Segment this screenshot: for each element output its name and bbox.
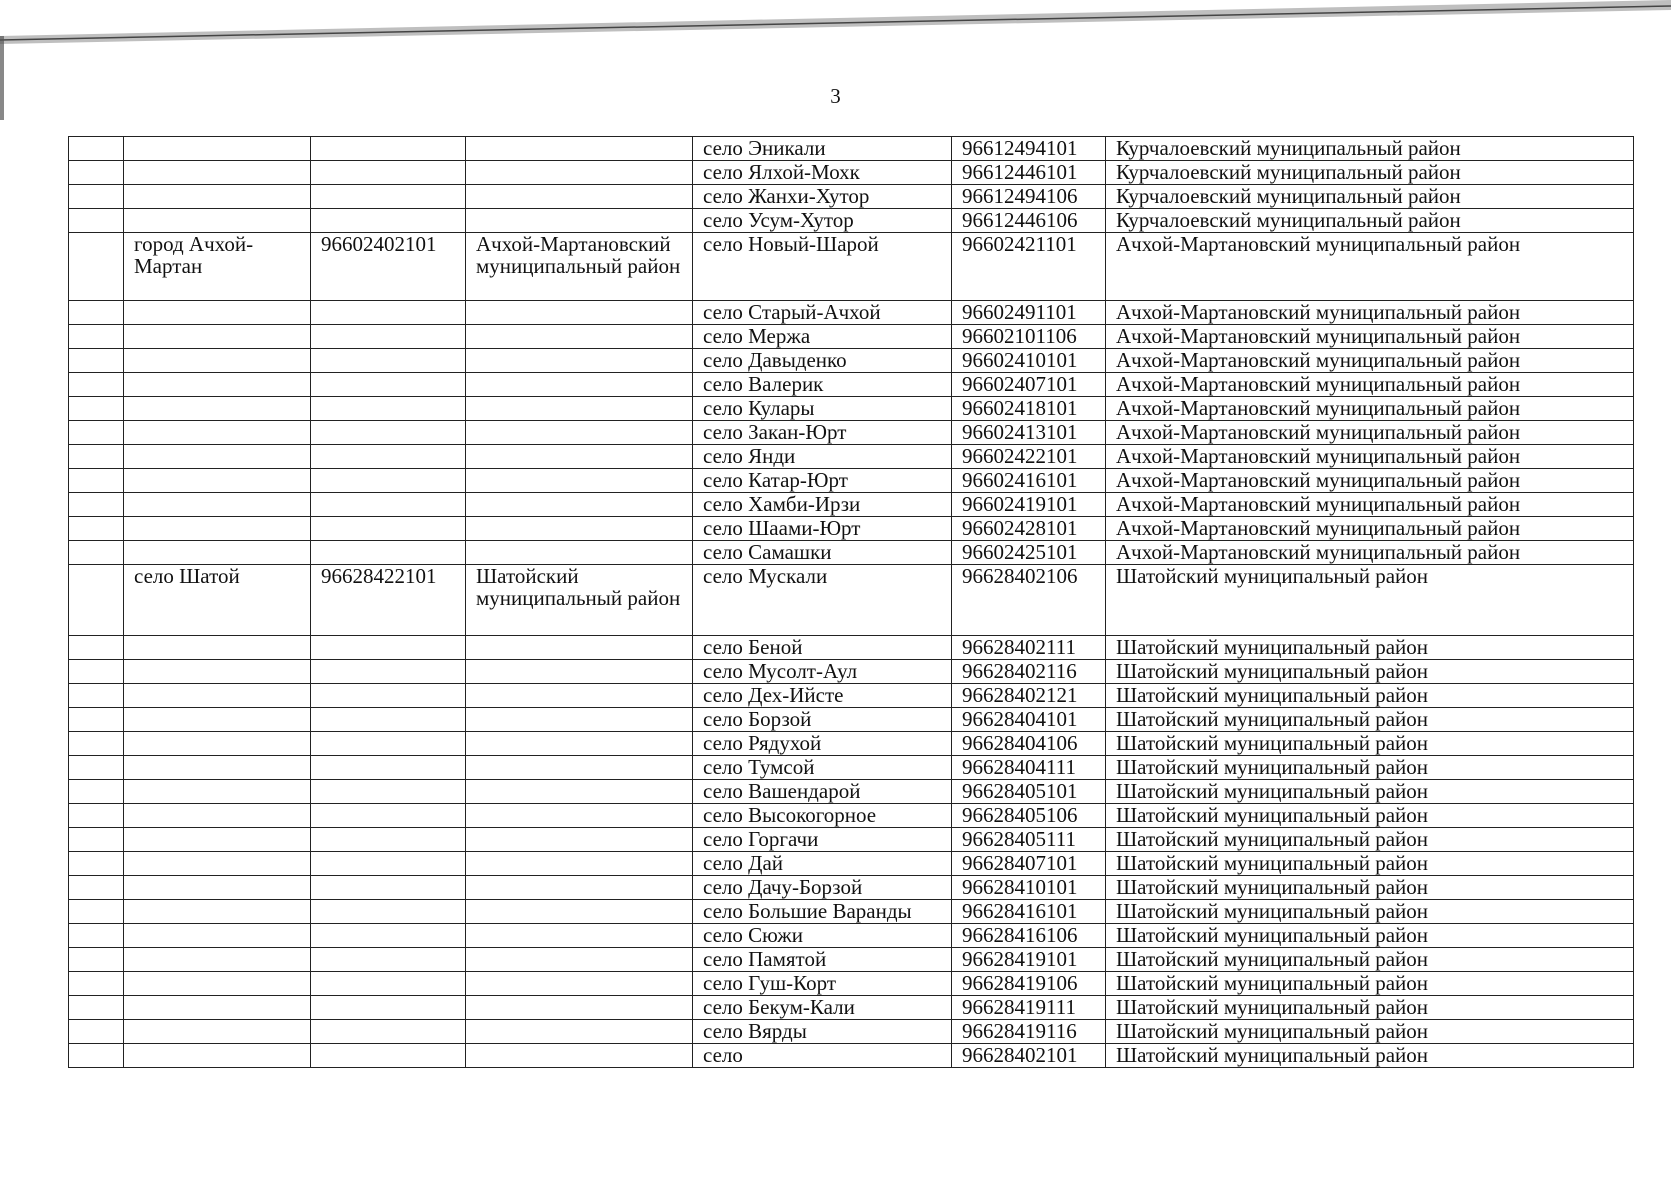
center-oktmo-cell <box>311 756 466 780</box>
table-row <box>69 185 1634 209</box>
center-oktmo-cell <box>311 1020 466 1044</box>
district-cell <box>466 780 693 804</box>
municipality-cell: Ачхой-Мартановский муниципальный район <box>1106 301 1634 325</box>
table-row <box>69 469 1634 493</box>
admin-center-cell <box>124 972 311 996</box>
district-cell: Шатойский муниципальный район <box>466 565 693 636</box>
settlement-cell: село Валерик <box>693 373 952 397</box>
settlement-oktmo-cell: 96628407101 <box>952 852 1106 876</box>
settlement-oktmo-cell: 96628419106 <box>952 972 1106 996</box>
table-row <box>69 397 1634 421</box>
table-row <box>69 541 1634 565</box>
district-cell <box>466 161 693 185</box>
row-number-cell <box>69 565 124 636</box>
center-oktmo-cell <box>311 445 466 469</box>
row-number-cell <box>69 684 124 708</box>
settlement-oktmo-cell: 96602413101 <box>952 421 1106 445</box>
admin-center-cell <box>124 301 311 325</box>
scan-edge-shadow <box>0 0 1671 60</box>
row-number-cell <box>69 900 124 924</box>
district-cell <box>466 1020 693 1044</box>
municipality-cell: Шатойский муниципальный район <box>1106 948 1634 972</box>
table-row <box>69 517 1634 541</box>
municipality-cell: Шатойский муниципальный район <box>1106 708 1634 732</box>
row-number-cell <box>69 852 124 876</box>
table-row <box>69 493 1634 517</box>
settlement-oktmo-cell: 96602425101 <box>952 541 1106 565</box>
center-oktmo-cell <box>311 325 466 349</box>
table-row <box>69 325 1634 349</box>
municipality-cell: Шатойский муниципальный район <box>1106 756 1634 780</box>
center-oktmo-cell <box>311 876 466 900</box>
settlement-cell: село Шаами-Юрт <box>693 517 952 541</box>
admin-center-cell <box>124 852 311 876</box>
table-row <box>69 708 1634 732</box>
municipality-cell: Ачхой-Мартановский муниципальный район <box>1106 397 1634 421</box>
municipality-cell: Шатойский муниципальный район <box>1106 732 1634 756</box>
row-number-cell <box>69 209 124 233</box>
table-row <box>69 780 1634 804</box>
row-number-cell <box>69 636 124 660</box>
center-oktmo-cell <box>311 708 466 732</box>
settlement-oktmo-cell: 96628402111 <box>952 636 1106 660</box>
table-row <box>69 1044 1634 1068</box>
settlement-cell: село Самашки <box>693 541 952 565</box>
row-number-cell <box>69 185 124 209</box>
admin-center-cell <box>124 756 311 780</box>
settlement-cell: село Борзой <box>693 708 952 732</box>
page-number: 3 <box>830 84 841 108</box>
settlement-cell: село Бекум-Кали <box>693 996 952 1020</box>
district-cell <box>466 373 693 397</box>
settlement-oktmo-cell: 96628419111 <box>952 996 1106 1020</box>
row-number-cell <box>69 233 124 301</box>
settlement-oktmo-cell: 96628402106 <box>952 565 1106 636</box>
table-row <box>69 972 1634 996</box>
center-oktmo-cell <box>311 349 466 373</box>
center-oktmo-cell <box>311 900 466 924</box>
settlement-oktmo-cell: 96602410101 <box>952 349 1106 373</box>
municipality-cell: Ачхой-Мартановский муниципальный район <box>1106 373 1634 397</box>
municipality-cell: Шатойский муниципальный район <box>1106 684 1634 708</box>
municipality-cell: Шатойский муниципальный район <box>1106 780 1634 804</box>
table-row <box>69 1020 1634 1044</box>
settlement-oktmo-cell: 96628416106 <box>952 924 1106 948</box>
settlement-oktmo-cell: 96628404106 <box>952 732 1106 756</box>
admin-center-cell <box>124 636 311 660</box>
row-number-cell <box>69 161 124 185</box>
settlement-oktmo-cell: 96628404101 <box>952 708 1106 732</box>
center-oktmo-cell <box>311 996 466 1020</box>
settlement-oktmo-cell: 96602428101 <box>952 517 1106 541</box>
district-cell <box>466 636 693 660</box>
district-cell <box>466 708 693 732</box>
municipality-cell: Шатойский муниципальный район <box>1106 636 1634 660</box>
admin-center-cell: село Шатой <box>124 565 311 636</box>
admin-center-cell <box>124 325 311 349</box>
row-number-cell <box>69 1044 124 1068</box>
district-cell <box>466 185 693 209</box>
settlement-cell: село Усум-Хутор <box>693 209 952 233</box>
admin-center-cell: город Ачхой-Мартан <box>124 233 311 301</box>
center-oktmo-cell <box>311 517 466 541</box>
district-cell <box>466 660 693 684</box>
table-row <box>69 373 1634 397</box>
center-oktmo-cell <box>311 828 466 852</box>
district-cell <box>466 493 693 517</box>
settlement-oktmo-cell: 96628419101 <box>952 948 1106 972</box>
table-row <box>69 996 1634 1020</box>
row-number-cell <box>69 1020 124 1044</box>
center-oktmo-cell <box>311 397 466 421</box>
settlement-oktmo-cell: 96612446101 <box>952 161 1106 185</box>
center-oktmo-cell <box>311 780 466 804</box>
row-number-cell <box>69 732 124 756</box>
admin-center-cell <box>124 349 311 373</box>
admin-center-cell <box>124 924 311 948</box>
row-number-cell <box>69 421 124 445</box>
row-number-cell <box>69 445 124 469</box>
table-row <box>69 900 1634 924</box>
municipality-cell: Шатойский муниципальный район <box>1106 828 1634 852</box>
row-number-cell <box>69 804 124 828</box>
municipality-cell: Ачхой-Мартановский муниципальный район <box>1106 325 1634 349</box>
center-oktmo-cell <box>311 421 466 445</box>
center-oktmo-cell <box>311 1044 466 1068</box>
center-oktmo-cell <box>311 924 466 948</box>
admin-center-cell <box>124 397 311 421</box>
settlement-cell: село Сюжи <box>693 924 952 948</box>
district-cell <box>466 209 693 233</box>
admin-center-cell <box>124 684 311 708</box>
municipality-cell: Ачхой-Мартановский муниципальный район <box>1106 421 1634 445</box>
row-number-cell <box>69 137 124 161</box>
district-cell <box>466 804 693 828</box>
center-oktmo-cell <box>311 804 466 828</box>
district-cell <box>466 469 693 493</box>
center-oktmo-cell <box>311 493 466 517</box>
settlement-oktmo-cell: 96628405101 <box>952 780 1106 804</box>
municipality-cell: Шатойский муниципальный район <box>1106 1044 1634 1068</box>
settlement-oktmo-cell: 96602416101 <box>952 469 1106 493</box>
admin-center-cell <box>124 1020 311 1044</box>
row-number-cell <box>69 708 124 732</box>
settlement-cell: село Беной <box>693 636 952 660</box>
municipality-cell: Шатойский муниципальный район <box>1106 924 1634 948</box>
admin-center-cell <box>124 373 311 397</box>
settlement-oktmo-cell: 96628404111 <box>952 756 1106 780</box>
center-oktmo-cell <box>311 972 466 996</box>
center-oktmo-cell <box>311 469 466 493</box>
settlement-cell: село Гуш-Корт <box>693 972 952 996</box>
municipality-cell: Шатойский муниципальный район <box>1106 660 1634 684</box>
settlement-cell: село Янди <box>693 445 952 469</box>
table-row <box>69 301 1634 325</box>
settlement-cell: село Высокогорное <box>693 804 952 828</box>
admin-center-cell <box>124 900 311 924</box>
table-row <box>69 421 1634 445</box>
table-row <box>69 828 1634 852</box>
row-number-cell <box>69 996 124 1020</box>
center-oktmo-cell <box>311 732 466 756</box>
center-oktmo-cell <box>311 301 466 325</box>
municipality-cell: Шатойский муниципальный район <box>1106 804 1634 828</box>
table-row <box>69 161 1634 185</box>
row-number-cell <box>69 924 124 948</box>
settlement-oktmo-cell: 96628405106 <box>952 804 1106 828</box>
settlement-oktmo-cell: 96628402121 <box>952 684 1106 708</box>
table-row <box>69 636 1634 660</box>
district-cell <box>466 924 693 948</box>
table-row <box>69 233 1634 301</box>
district-cell <box>466 445 693 469</box>
settlement-cell: село Катар-Юрт <box>693 469 952 493</box>
municipality-cell: Шатойский муниципальный район <box>1106 900 1634 924</box>
district-cell <box>466 756 693 780</box>
settlement-cell: село Новый-Шарой <box>693 233 952 301</box>
municipality-cell: Ачхой-Мартановский муниципальный район <box>1106 233 1634 301</box>
municipality-cell: Ачхой-Мартановский муниципальный район <box>1106 349 1634 373</box>
settlement-cell: село Старый-Ачхой <box>693 301 952 325</box>
district-cell <box>466 972 693 996</box>
center-oktmo-cell: 96628422101 <box>311 565 466 636</box>
admin-center-cell <box>124 828 311 852</box>
settlement-oktmo-cell: 96602421101 <box>952 233 1106 301</box>
table-row <box>69 924 1634 948</box>
municipality-cell: Шатойский муниципальный район <box>1106 972 1634 996</box>
admin-center-cell <box>124 708 311 732</box>
admin-center-cell <box>124 996 311 1020</box>
center-oktmo-cell <box>311 161 466 185</box>
district-cell <box>466 541 693 565</box>
settlement-cell: село Дачу-Борзой <box>693 876 952 900</box>
row-number-cell <box>69 876 124 900</box>
municipality-cell: Ачхой-Мартановский муниципальный район <box>1106 493 1634 517</box>
admin-center-cell <box>124 445 311 469</box>
settlement-cell: село Тумсой <box>693 756 952 780</box>
settlement-cell: село Дех-Ийсте <box>693 684 952 708</box>
settlement-oktmo-cell: 96612494106 <box>952 185 1106 209</box>
settlement-oktmo-cell: 96602419101 <box>952 493 1106 517</box>
district-cell <box>466 996 693 1020</box>
settlement-cell: село <box>693 1044 952 1068</box>
settlement-oktmo-cell: 96602407101 <box>952 373 1106 397</box>
district-cell: Ачхой-Мартановский муниципальный район <box>466 233 693 301</box>
row-number-cell <box>69 397 124 421</box>
center-oktmo-cell <box>311 373 466 397</box>
table-row <box>69 137 1634 161</box>
settlement-cell: село Ялхой-Мохк <box>693 161 952 185</box>
table-row <box>69 684 1634 708</box>
settlement-cell: село Кулары <box>693 397 952 421</box>
table-row <box>69 565 1634 636</box>
row-number-cell <box>69 493 124 517</box>
settlement-oktmo-cell: 96628402101 <box>952 1044 1106 1068</box>
settlement-oktmo-cell: 96628410101 <box>952 876 1106 900</box>
table-row <box>69 852 1634 876</box>
admin-center-cell <box>124 804 311 828</box>
settlement-cell: село Мускали <box>693 565 952 636</box>
settlement-oktmo-cell: 96628416101 <box>952 900 1106 924</box>
table-row <box>69 660 1634 684</box>
settlement-oktmo-cell: 96612446106 <box>952 209 1106 233</box>
settlement-cell: село Памятой <box>693 948 952 972</box>
municipality-cell: Шатойский муниципальный район <box>1106 565 1634 636</box>
table-row <box>69 209 1634 233</box>
district-cell <box>466 948 693 972</box>
admin-center-cell <box>124 732 311 756</box>
settlement-oktmo-cell: 96612494101 <box>952 137 1106 161</box>
settlement-oktmo-cell: 96628405111 <box>952 828 1106 852</box>
municipality-cell: Курчалоевский муниципальный район <box>1106 137 1634 161</box>
settlement-cell: село Хамби-Ирзи <box>693 493 952 517</box>
admin-center-cell <box>124 421 311 445</box>
settlement-cell: село Давыденко <box>693 349 952 373</box>
district-cell <box>466 1044 693 1068</box>
settlement-oktmo-cell: 96602418101 <box>952 397 1106 421</box>
settlement-cell: село Эникали <box>693 137 952 161</box>
row-number-cell <box>69 828 124 852</box>
admin-center-cell <box>124 541 311 565</box>
center-oktmo-cell <box>311 948 466 972</box>
admin-center-cell <box>124 660 311 684</box>
district-cell <box>466 684 693 708</box>
settlement-oktmo-cell: 96628402116 <box>952 660 1106 684</box>
district-cell <box>466 876 693 900</box>
municipality-cell: Ачхой-Мартановский муниципальный район <box>1106 517 1634 541</box>
district-cell <box>466 349 693 373</box>
settlement-cell: село Мержа <box>693 325 952 349</box>
settlement-oktmo-cell: 96602422101 <box>952 445 1106 469</box>
table-row <box>69 349 1634 373</box>
table-body <box>69 137 1634 1068</box>
district-cell <box>466 900 693 924</box>
row-number-cell <box>69 660 124 684</box>
center-oktmo-cell <box>311 541 466 565</box>
admin-center-cell <box>124 517 311 541</box>
settlement-oktmo-cell: 96628419116 <box>952 1020 1106 1044</box>
center-oktmo-cell <box>311 185 466 209</box>
row-number-cell <box>69 469 124 493</box>
settlements-table <box>68 136 1634 1068</box>
admin-center-cell <box>124 161 311 185</box>
table-row <box>69 732 1634 756</box>
table-row <box>69 948 1634 972</box>
district-cell <box>466 137 693 161</box>
center-oktmo-cell <box>311 137 466 161</box>
settlement-cell: село Большие Варанды <box>693 900 952 924</box>
municipality-cell: Ачхой-Мартановский муниципальный район <box>1106 445 1634 469</box>
center-oktmo-cell <box>311 852 466 876</box>
settlement-cell: село Закан-Юрт <box>693 421 952 445</box>
admin-center-cell <box>124 493 311 517</box>
municipality-cell: Курчалоевский муниципальный район <box>1106 185 1634 209</box>
settlement-cell: село Дай <box>693 852 952 876</box>
row-number-cell <box>69 780 124 804</box>
settlement-oktmo-cell: 96602491101 <box>952 301 1106 325</box>
center-oktmo-cell <box>311 684 466 708</box>
table-row <box>69 756 1634 780</box>
admin-center-cell <box>124 185 311 209</box>
district-cell <box>466 325 693 349</box>
district-cell <box>466 732 693 756</box>
row-number-cell <box>69 373 124 397</box>
municipality-cell: Ачхой-Мартановский муниципальный район <box>1106 541 1634 565</box>
row-number-cell <box>69 541 124 565</box>
municipality-cell: Шатойский муниципальный район <box>1106 1020 1634 1044</box>
district-cell <box>466 397 693 421</box>
district-cell <box>466 517 693 541</box>
row-number-cell <box>69 972 124 996</box>
admin-center-cell <box>124 876 311 900</box>
settlement-cell: село Вярды <box>693 1020 952 1044</box>
table-row <box>69 445 1634 469</box>
district-cell <box>466 852 693 876</box>
row-number-cell <box>69 948 124 972</box>
center-oktmo-cell <box>311 209 466 233</box>
settlement-cell: село Рядухой <box>693 732 952 756</box>
municipality-cell: Шатойский муниципальный район <box>1106 876 1634 900</box>
settlement-cell: село Вашендарой <box>693 780 952 804</box>
settlement-oktmo-cell: 96602101106 <box>952 325 1106 349</box>
settlement-cell: село Мусолт-Аул <box>693 660 952 684</box>
district-cell <box>466 301 693 325</box>
row-number-cell <box>69 756 124 780</box>
admin-center-cell <box>124 137 311 161</box>
center-oktmo-cell: 96602402101 <box>311 233 466 301</box>
municipality-cell: Ачхой-Мартановский муниципальный район <box>1106 469 1634 493</box>
row-number-cell <box>69 301 124 325</box>
admin-center-cell <box>124 948 311 972</box>
settlement-cell: село Жанхи-Хутор <box>693 185 952 209</box>
row-number-cell <box>69 517 124 541</box>
district-cell <box>466 828 693 852</box>
row-number-cell <box>69 349 124 373</box>
center-oktmo-cell <box>311 660 466 684</box>
admin-center-cell <box>124 469 311 493</box>
municipality-cell: Курчалоевский муниципальный район <box>1106 209 1634 233</box>
admin-center-cell <box>124 1044 311 1068</box>
table-row <box>69 804 1634 828</box>
settlement-cell: село Горгачи <box>693 828 952 852</box>
row-number-cell <box>69 325 124 349</box>
municipality-cell: Шатойский муниципальный район <box>1106 996 1634 1020</box>
center-oktmo-cell <box>311 636 466 660</box>
admin-center-cell <box>124 209 311 233</box>
table-row <box>69 876 1634 900</box>
admin-center-cell <box>124 780 311 804</box>
district-cell <box>466 421 693 445</box>
municipality-cell: Курчалоевский муниципальный район <box>1106 161 1634 185</box>
municipality-cell: Шатойский муниципальный район <box>1106 852 1634 876</box>
